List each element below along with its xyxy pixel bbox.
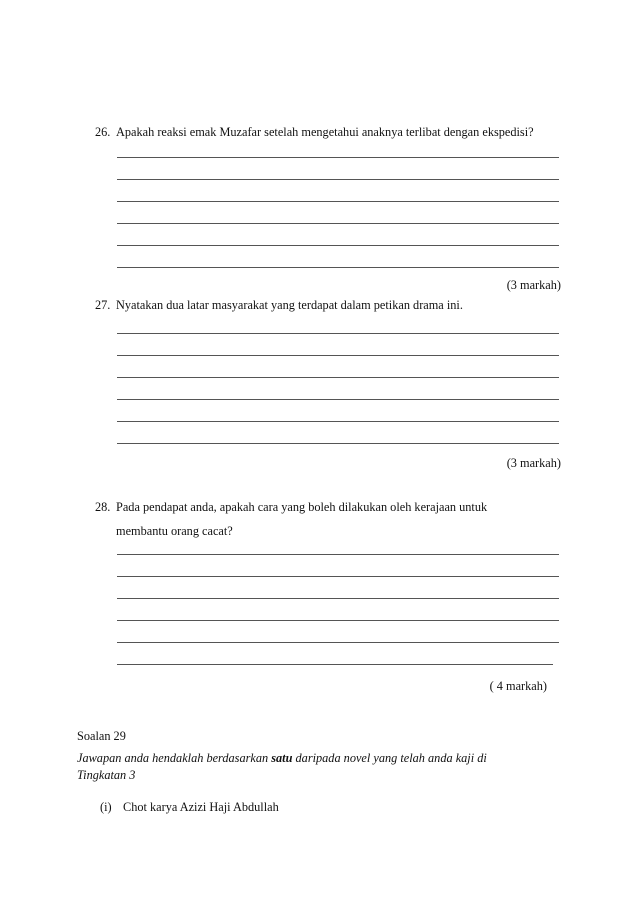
- q28-marks: ( 4 markah): [489, 679, 547, 693]
- q27-text: Nyatakan dua latar masyarakat yang terdapat dalam petikan drama ini.: [116, 298, 463, 312]
- answer-line[interactable]: [117, 554, 559, 555]
- q26-number: 26.: [95, 125, 111, 139]
- q28-number: 28.: [95, 500, 111, 514]
- q27-marks: (3 markah): [506, 456, 561, 470]
- answer-line[interactable]: [117, 179, 559, 180]
- q29-heading: Soalan 29: [77, 729, 126, 743]
- answer-line[interactable]: [117, 598, 559, 599]
- q29-instruction-line2: [77, 768, 135, 783]
- q29-instruction-post: daripada novel yang telah anda kaji di: [295, 751, 487, 765]
- answer-line[interactable]: [117, 333, 559, 334]
- q29-instruction-bold: satu: [271, 751, 293, 765]
- answer-line[interactable]: [117, 223, 559, 224]
- answer-line[interactable]: [117, 576, 559, 577]
- answer-line[interactable]: [117, 664, 553, 665]
- answer-line[interactable]: [117, 267, 559, 268]
- answer-line[interactable]: [117, 355, 559, 356]
- q29-instruction: [77, 751, 487, 766]
- answer-line[interactable]: [117, 399, 559, 400]
- q27-number: 27.: [95, 298, 111, 312]
- q26-marks: (3 markah): [506, 278, 561, 292]
- q29-option-text: Chot karya Azizi Haji Abdullah: [123, 800, 279, 814]
- answer-line[interactable]: [117, 642, 559, 643]
- answer-line[interactable]: [117, 620, 559, 621]
- answer-line[interactable]: [117, 443, 559, 444]
- q29-instruction-line2-text: Tingkatan 3: [77, 768, 136, 782]
- q29-option-label: (i): [100, 800, 112, 814]
- answer-line[interactable]: [117, 245, 559, 246]
- answer-line[interactable]: [117, 377, 559, 378]
- q26-text: Apakah reaksi emak Muzafar setelah mengetahui anaknya terlibat dengan ekspedisi?: [116, 125, 534, 139]
- q28-text-line1: Pada pendapat anda, apakah cara yang boleh dilakukan oleh kerajaan untuk: [116, 500, 488, 514]
- answer-line[interactable]: [117, 157, 559, 158]
- q29-instruction-pre: Jawapan anda hendaklah berdasarkan: [77, 751, 269, 765]
- answer-line[interactable]: [117, 201, 559, 202]
- q28-text-line2: membantu orang cacat?: [116, 524, 233, 538]
- answer-line[interactable]: [117, 421, 559, 422]
